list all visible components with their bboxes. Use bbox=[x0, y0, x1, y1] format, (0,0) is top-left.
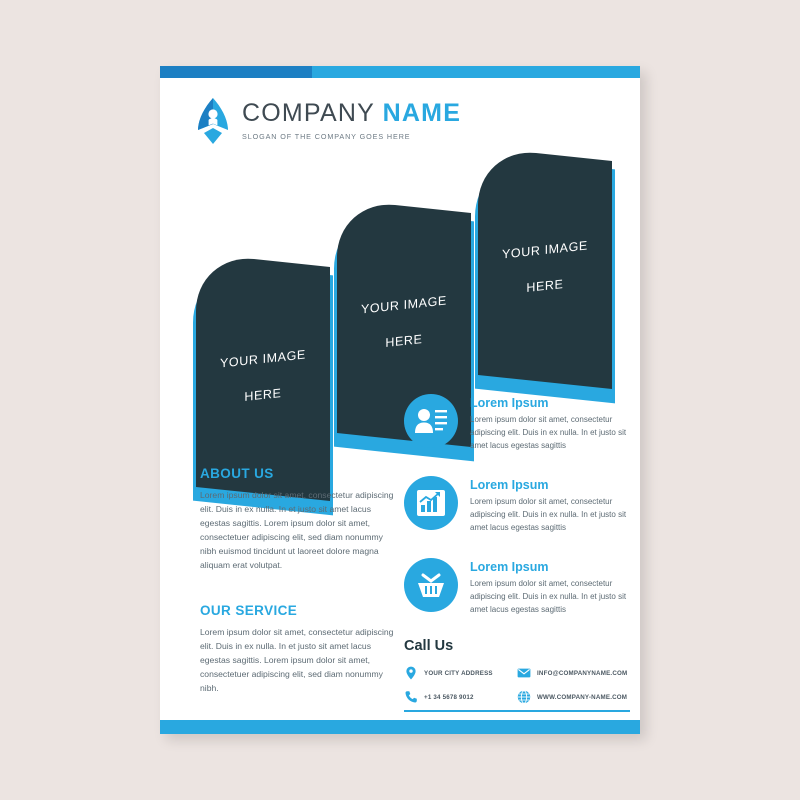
our-service-section bbox=[200, 603, 400, 696]
bottom-bar-right bbox=[312, 720, 640, 734]
feature-title: Lorem Ipsum bbox=[470, 560, 549, 574]
feature-item[interactable] bbox=[404, 394, 628, 452]
contact-website-text: WWW.COMPANY-NAME.COM bbox=[537, 693, 628, 701]
contact-address-text: YOUR CITY ADDRESS bbox=[424, 669, 493, 677]
rocket-logo-icon bbox=[194, 98, 232, 144]
feature-body: Lorem ipsum dolor sit amet, consectetur adipiscing elit. Duis in ex nulla. In et justo sit amet lacus egestas sagittis bbox=[470, 415, 627, 450]
bottom-bar-left bbox=[160, 720, 312, 734]
contact-email-text: INFO@COMPANYNAME.COM bbox=[537, 669, 628, 677]
call-us-title: Call Us bbox=[404, 638, 454, 654]
flyer-header bbox=[194, 98, 461, 144]
top-bar-left bbox=[160, 66, 312, 78]
feature-body: Lorem ipsum dolor sit amet, consectetur adipiscing elit. Duis in ex nulla. In et justo sit amet lacus egestas sagittis bbox=[470, 579, 627, 614]
image-panel-3-line2: HERE bbox=[526, 277, 564, 296]
flyer-page bbox=[160, 66, 640, 734]
image-panel-1-line1: YOUR IMAGE bbox=[220, 347, 306, 371]
image-panel-1-line2: HERE bbox=[244, 386, 282, 405]
globe-icon bbox=[517, 690, 531, 704]
bottom-divider-line bbox=[404, 710, 630, 712]
image-panel-1[interactable] bbox=[196, 253, 330, 501]
contact-address[interactable] bbox=[404, 666, 517, 680]
our-service-title: OUR SERVICE bbox=[200, 603, 298, 618]
top-bar-right bbox=[312, 66, 640, 78]
image-panel-2-line2: HERE bbox=[385, 332, 423, 351]
company-name bbox=[242, 101, 461, 126]
company-slogan: SLOGAN OF THE COMPANY GOES HERE bbox=[242, 132, 411, 141]
contact-phone-text: +1 34 5678 9012 bbox=[424, 693, 474, 701]
our-service-body: Lorem ipsum dolor sit amet, consectetur adipiscing elit. Duis in ex nulla. In et justo sit amet lacus egestas sagittis. Lorem ipsum dolor sit amet, consectetuer adipiscing elit, sed diam nonummy nibh. bbox=[200, 627, 394, 693]
about-us-title: ABOUT US bbox=[200, 466, 274, 481]
user-icon bbox=[404, 394, 458, 448]
phone-icon bbox=[404, 690, 418, 704]
image-panel-3-line1: YOUR IMAGE bbox=[502, 238, 588, 262]
image-panel-3[interactable] bbox=[478, 147, 612, 389]
feature-body: Lorem ipsum dolor sit amet, consectetur adipiscing elit. Duis in ex nulla. In et justo sit amet lacus egestas sagittis bbox=[470, 497, 627, 532]
contact-phone[interactable] bbox=[404, 690, 517, 704]
contact-website[interactable] bbox=[517, 690, 630, 704]
image-panel-2-line1: YOUR IMAGE bbox=[361, 293, 447, 317]
about-us-body: Lorem ipsum dolor sit amet, consectetur adipiscing elit. Duis in ex nulla. In et justo sit amet lacus egestas sagittis. Lorem ipsum dolor sit amet, consectetuer adipiscing elit, sed diam nonummy nibh euismod tincidunt ut laoreet dolore magna aliquam erat volutpat. bbox=[200, 490, 394, 570]
feature-title: Lorem Ipsum bbox=[470, 478, 549, 492]
growth-chart-icon bbox=[404, 476, 458, 530]
company-name-bold: NAME bbox=[382, 99, 462, 127]
location-pin-icon bbox=[404, 666, 418, 680]
contact-grid bbox=[404, 666, 630, 714]
about-us-section bbox=[200, 466, 400, 573]
call-us-section bbox=[404, 638, 630, 714]
company-name-light: COMPANY bbox=[242, 99, 375, 127]
feature-item[interactable] bbox=[404, 558, 628, 616]
shopping-basket-icon bbox=[404, 558, 458, 612]
contact-email[interactable] bbox=[517, 666, 630, 680]
feature-title: Lorem Ipsum bbox=[470, 396, 549, 410]
feature-item[interactable] bbox=[404, 476, 628, 534]
envelope-icon bbox=[517, 666, 531, 680]
